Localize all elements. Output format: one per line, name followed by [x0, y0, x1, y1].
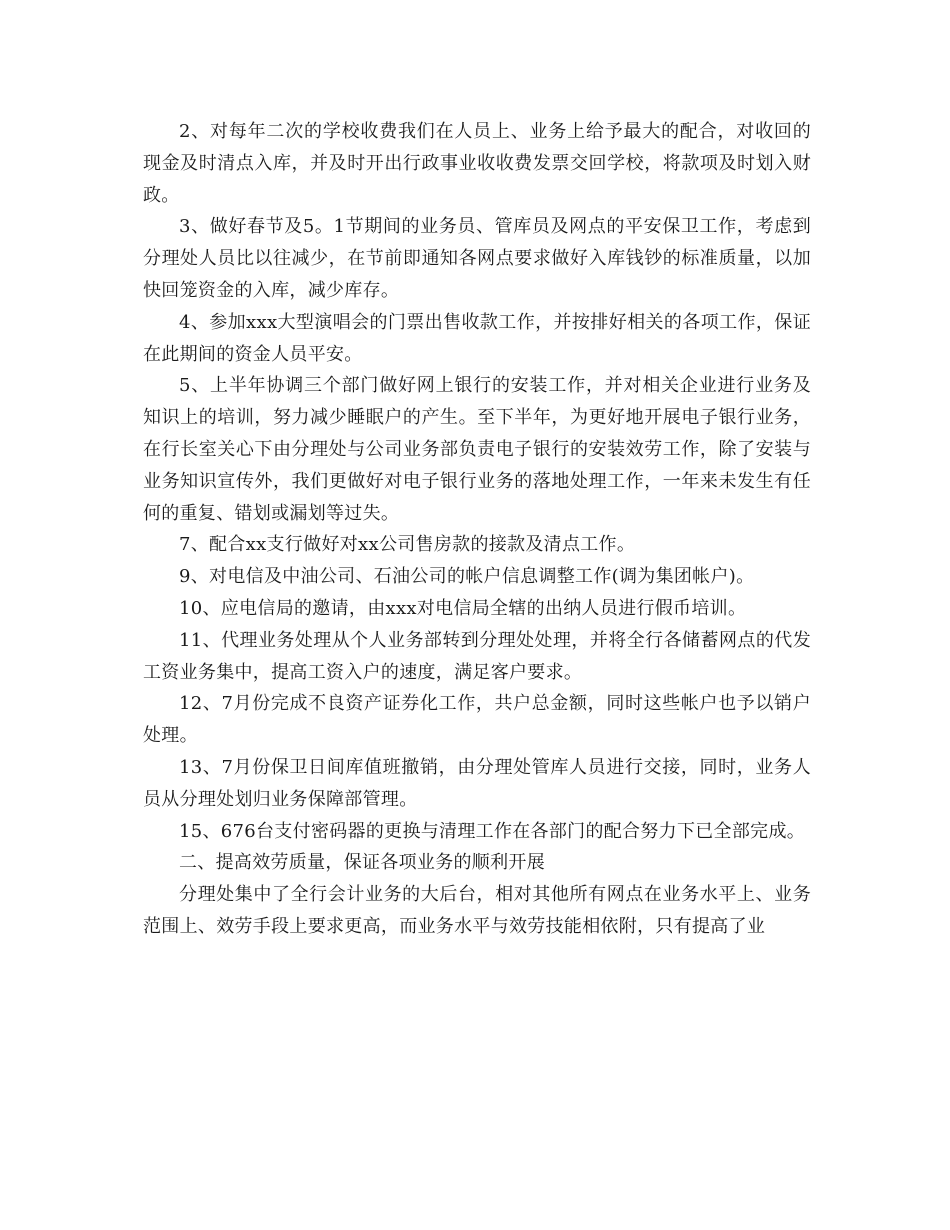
paragraph-item-2: 2、对每年二次的学校收费我们在人员上、业务上给予最大的配合，对收回的现金及时清点入库，并及时开出行政事业收收费发票交回学校，将款项及时划入财政。	[143, 121, 811, 206]
paragraph-item-4: 4、参加xxx大型演唱会的门票出售收款工作，并按排好相关的各项工作，保证在此期间的资金人员平安。	[143, 311, 811, 365]
paragraph-item-15: 15、676台支付密码器的更换与清理工作在各部门的配合努力下已全部完成。	[179, 820, 806, 842]
paragraph-item-3: 3、做好春节及5。1节期间的业务员、管库员及网点的平安保卫工作，考虑到分理处人员比以往减少，在节前即通知各网点要求做好入库钱钞的标准质量，以加快回笼资金的入库，减少库存。	[143, 216, 811, 301]
document-body	[143, 116, 811, 943]
section-heading: 二、提高效劳质量，保证各项业务的顺利开展	[179, 852, 545, 874]
paragraph-item-5: 5、上半年协调三个部门做好网上银行的安装工作，并对相关企业进行业务及知识上的培训，努力减少睡眠户的产生。至下半年，为更好地开展电子银行业务，在行长室关心下由分理处与公司业务部负责电子银行的安装效劳工作，除了安装与业务知识宣传外，我们更做好对电子银行业务的落地处理工作，一年来未发生有任何的重复、错划或漏划等过失。	[143, 375, 811, 524]
paragraph-item-12: 12、7月份完成不良资产证券化工作，共户总金额，同时这些帐户也予以销户处理。	[143, 693, 811, 747]
paragraph-item-10: 10、应电信局的邀请，由xxx对电信局全辖的出纳人员进行假币培训。	[179, 597, 747, 619]
body-paragraph: 分理处集中了全行会计业务的大后台，相对其他所有网点在业务水平上、业务范围上、效劳手段上要求更高，而业务水平与效劳技能相依附，只有提高了业	[143, 884, 811, 937]
paragraph-item-9: 9、对电信及中油公司、石油公司的帐户信息调整工作(调为集团帐户)。	[179, 566, 755, 588]
paragraph-item-13: 13、7月份保卫日间库值班撤销，由分理处管库人员进行交接，同时，业务人员从分理处划归业务保障部管理。	[143, 756, 811, 810]
paragraph-item-11: 11、代理业务处理从个人业务部转到分理处处理，并将全行各储蓄网点的代发工资业务集中，提高工资入户的速度，满足客户要求。	[143, 629, 811, 683]
paragraph-item-7: 7、配合xx支行做好对xx公司售房款的接款及清点工作。	[179, 534, 636, 556]
